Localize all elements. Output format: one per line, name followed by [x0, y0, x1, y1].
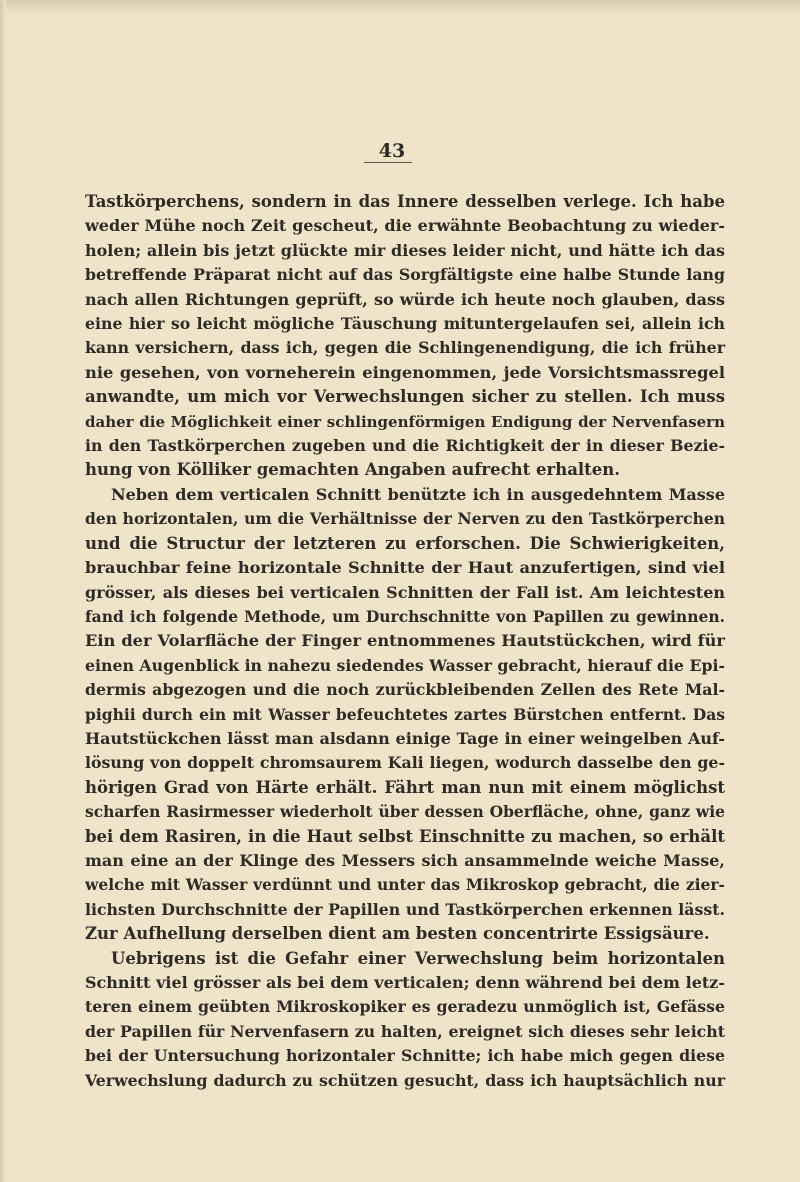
text-line: anwandte, um mich vor Verwechslungen sicher zu stellen. Ich muss [85, 387, 725, 407]
page-number: 43 [378, 140, 406, 162]
text-line: hung von Kölliker gemachten Angaben aufrecht erhalten. [85, 460, 621, 480]
text-line: pighii durch ein mit Wasser befeuchtetes zartes Bürstchen entfernt. Das [85, 704, 725, 724]
text-line: nach allen Richtungen geprüft, so würde ich heute noch glauben, dass [85, 289, 725, 309]
text-line: dermis abgezogen und die noch zurückbleibenden Zellen des Rete Mal- [85, 680, 725, 700]
text-line: Hautstückchen lässt man alsdann einige Tage in einer weingelben Auf- [85, 728, 725, 748]
text-line: den horizontalen, um die Verhältnisse der Nerven zu den Tastkörperchen [85, 509, 725, 529]
page-edge-top [0, 0, 800, 14]
text-line: Uebrigens ist die Gefahr einer Verwechslung beim horizontalen [111, 948, 725, 968]
text-line: der Papillen für Nervenfasern zu halten, ereignet sich dieses sehr leicht [85, 1021, 725, 1041]
text-line: bei der Untersuchung horizontaler Schnitte; ich habe mich gegen diese [85, 1046, 725, 1066]
text-line: teren einem geübten Mikroskopiker es geradezu unmöglich ist, Gefässe [85, 997, 725, 1017]
page-edge-left [0, 0, 6, 1182]
text-line: einen Augenblick in nahezu siedendes Wasser gebracht, hierauf die Epi- [85, 655, 725, 675]
text-line: holen; allein bis jetzt glückte mir dieses leider nicht, und hätte ich das [85, 240, 725, 260]
text-line: Ein der Volarfläche der Finger entnommenes Hautstückchen, wird für [85, 631, 725, 651]
text-line: grösser, als dieses bei verticalen Schnitten der Fall ist. Am leichtesten [85, 582, 725, 602]
text-line: Tastkörperchens, sondern in das Innere desselben verlege. Ich habe [85, 192, 725, 211]
text-line: kann versichern, dass ich, gegen die Schlingenendigung, die ich früher [85, 338, 725, 358]
text-line: und die Structur der letzteren zu erforschen. Die Schwierigkeiten, [85, 533, 725, 553]
text-line: weder Mühe noch Zeit gescheut, die erwähnte Beobachtung zu wieder- [85, 216, 725, 236]
text-line: hörigen Grad von Härte erhält. Fährt man nun mit einem möglichst [85, 777, 725, 797]
body-text [85, 190, 725, 1093]
page-number-rule [364, 162, 412, 163]
text-line: man eine an der Klinge des Messers sich ansammelnde weiche Masse, [85, 850, 725, 870]
text-line: Neben dem verticalen Schnitt benützte ich in ausgedehntem Masse [111, 484, 725, 504]
text-line: betreffende Präparat nicht auf das Sorgfältigste eine halbe Stunde lang [85, 265, 725, 285]
text-line: daher die Möglichkeit einer schlingenförmigen Endigung der Nervenfasern [85, 412, 725, 431]
text-line: brauchbar feine horizontale Schnitte der Haut anzufertigen, sind viel [85, 558, 725, 578]
text-line: Zur Aufhellung derselben dient am besten concentrirte Essigsäure. [85, 924, 710, 944]
text-line: welche mit Wasser verdünnt und unter das Mikroskop gebracht, die zier- [85, 875, 725, 895]
text-line: Verwechslung dadurch zu schützen gesucht, dass ich hauptsächlich nur [85, 1070, 725, 1090]
text-line: lösung von doppelt chromsaurem Kali liegen, wodurch dasselbe den ge- [85, 753, 725, 773]
text-line: scharfen Rasirmesser wiederholt über dessen Oberfläche, ohne, ganz wie [85, 802, 725, 822]
text-line: Schnitt viel grösser als bei dem verticalen; denn während bei dem letz- [85, 973, 725, 992]
text-line: fand ich folgende Methode, um Durchschnitte von Papillen zu gewinnen. [85, 606, 725, 626]
text-line: nie gesehen, von vorneherein eingenommen, jede Vorsichtsmassregel [85, 362, 725, 382]
text-line: in den Tastkörperchen zugeben und die Richtigkeit der in dieser Bezie- [85, 436, 725, 456]
text-line: eine hier so leicht mögliche Täuschung mituntergelaufen sei, allein ich [85, 314, 725, 334]
text-line: bei dem Rasiren, in die Haut selbst Einschnitte zu machen, so erhält [85, 826, 725, 846]
text-line: lichsten Durchschnitte der Papillen und Tastkörperchen erkennen lässt. [85, 899, 725, 919]
